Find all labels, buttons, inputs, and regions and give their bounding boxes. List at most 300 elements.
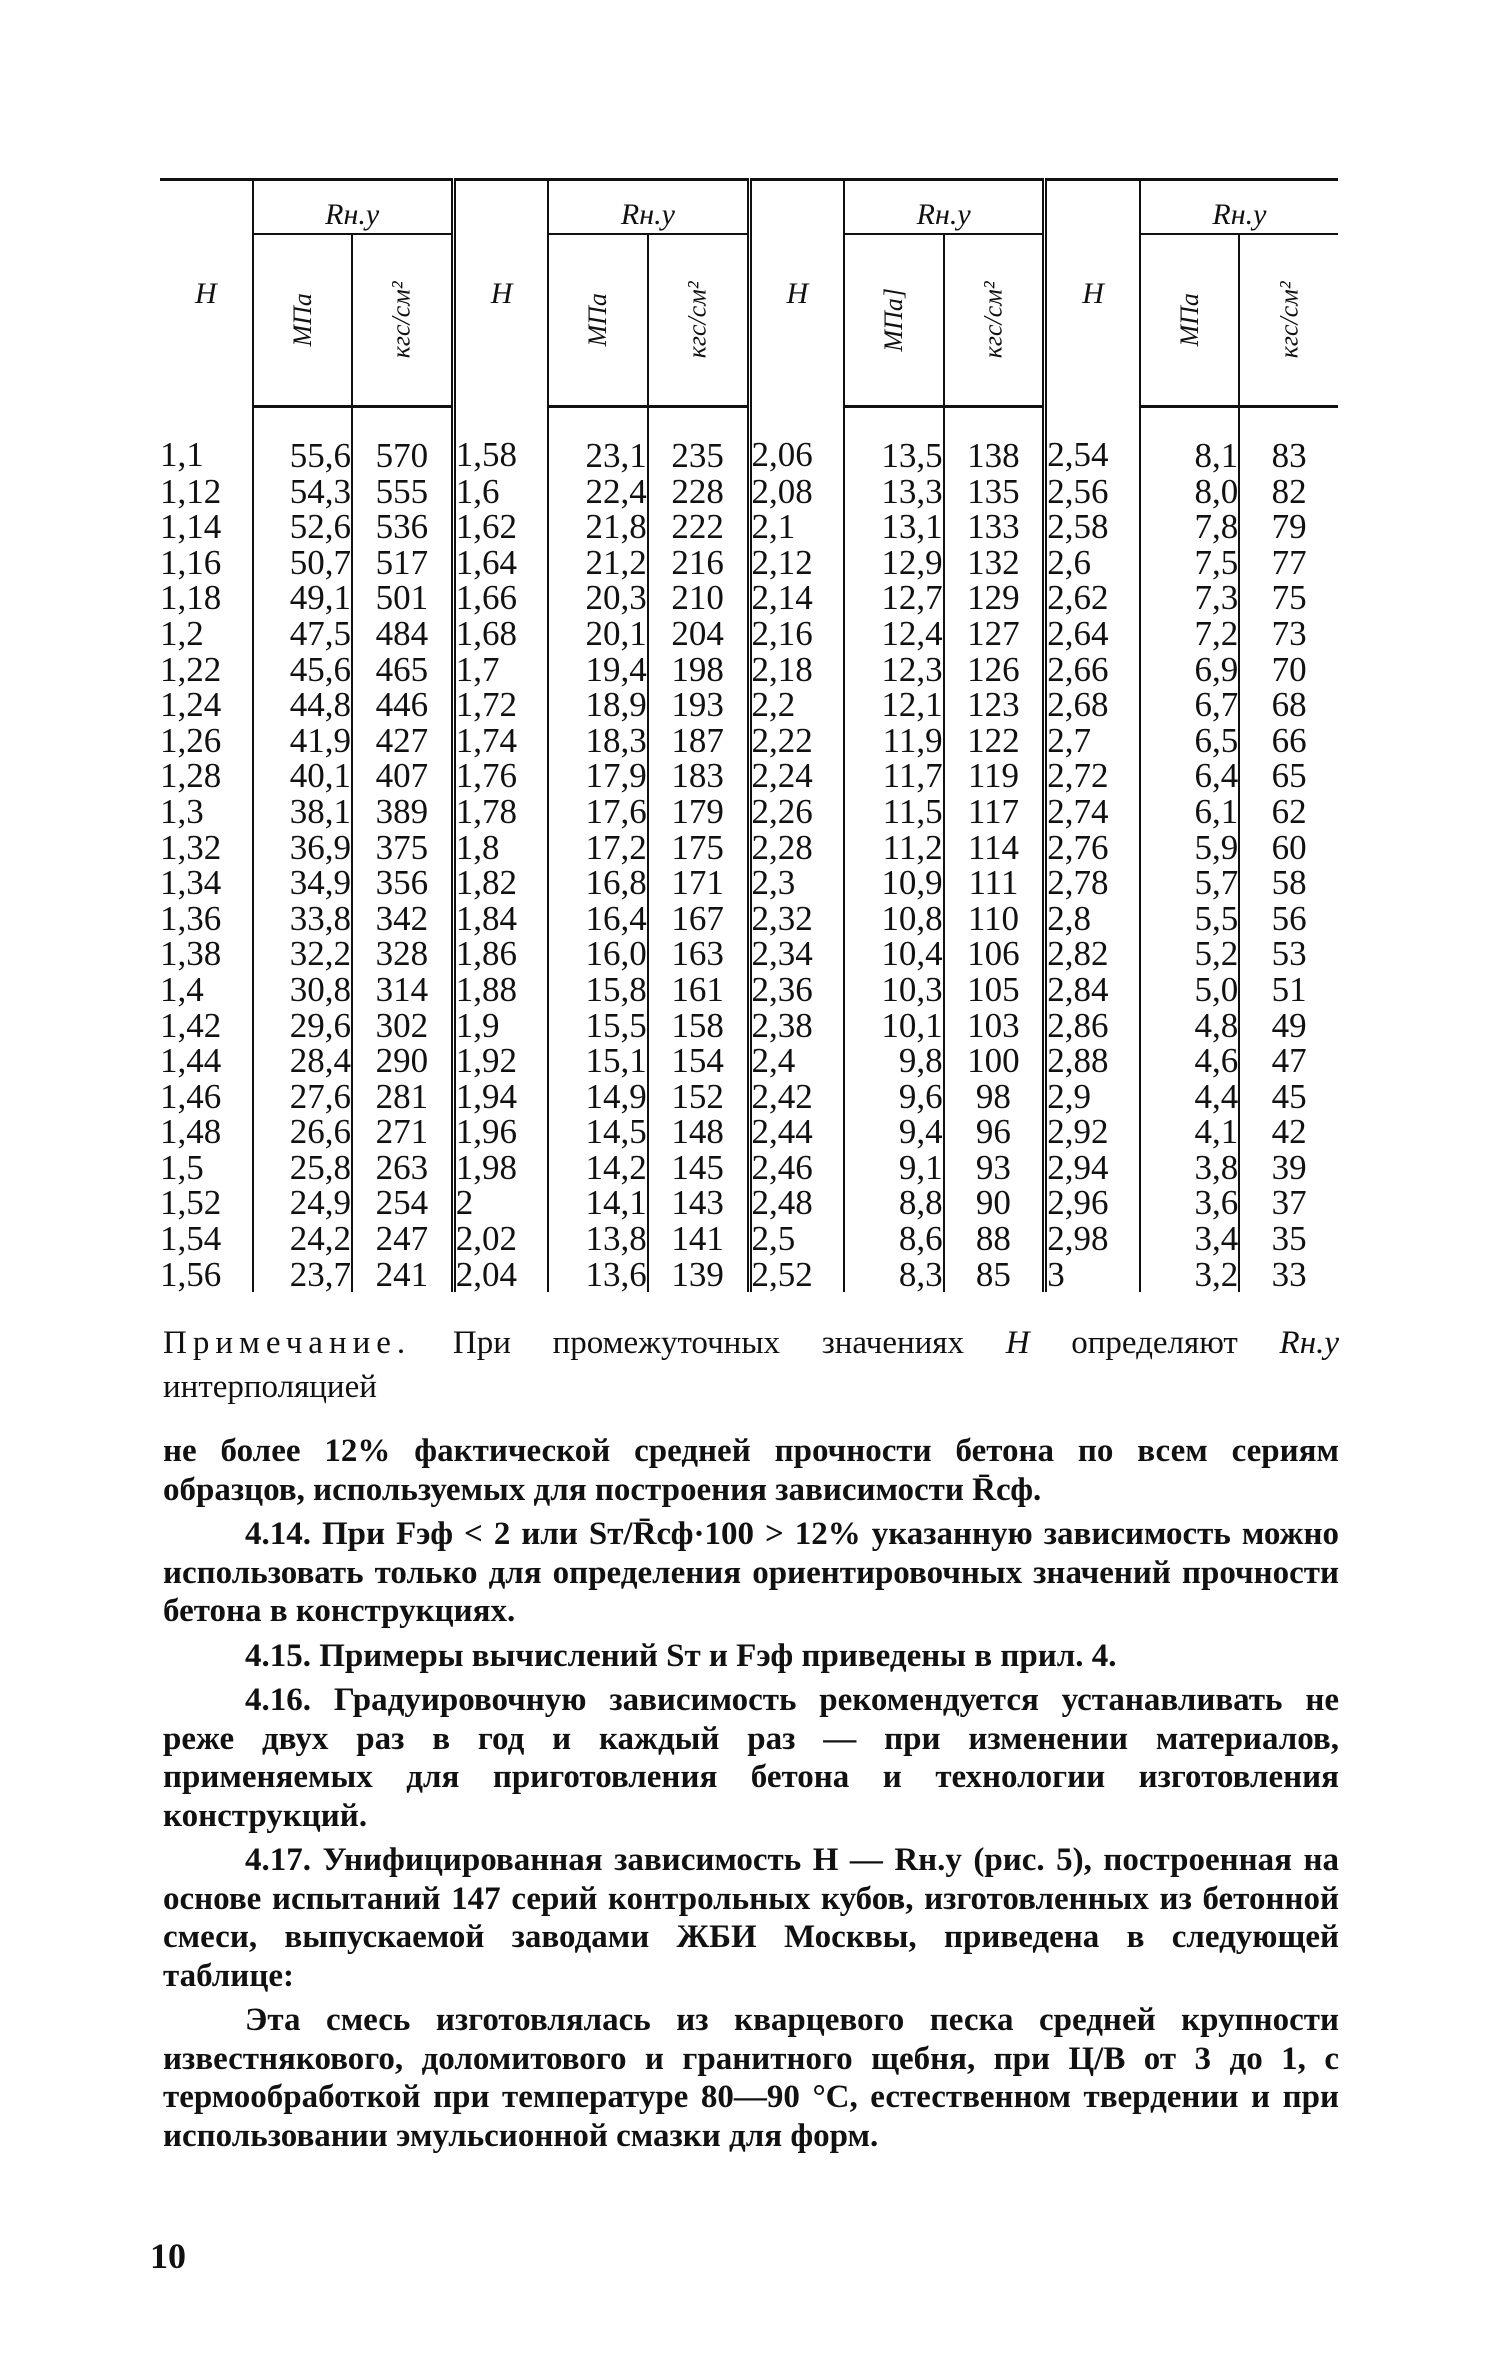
cell-kgs: 56 [1239,901,1338,937]
cell-kgs: 281 [352,1079,453,1115]
cell-h: 2,34 [749,936,844,972]
cell-kgs: 129 [944,580,1045,616]
cell-mpa: 3,6 [1140,1185,1239,1221]
cell-h: 2,84 [1045,972,1140,1008]
cell-kgs: 49 [1239,1008,1338,1044]
cell-h: 2,46 [749,1150,844,1186]
table-row [160,901,1338,937]
cell-kgs: 85 [944,1257,1045,1293]
cell-mpa: 25,8 [253,1150,352,1186]
cell-h: 1,84 [453,901,548,937]
table-row [160,1114,1338,1150]
cell-h: 1,12 [160,471,222,511]
cell-kgs: 171 [648,865,749,901]
cell-h: 2,3 [749,865,844,901]
cell-mpa: 13,1 [844,509,944,545]
cell-h: 2,18 [749,652,844,688]
cell-h: 1,46 [160,1076,222,1116]
cell-mpa: 10,1 [844,1008,944,1044]
unit-header-mpa: МПа [1140,234,1239,407]
cell-h: 1,26 [160,720,222,760]
cell-kgs: 175 [648,830,749,866]
cell-h: 2 [453,1185,548,1221]
cell-kgs: 222 [648,509,749,545]
cell-kgs: 33 [1239,1257,1338,1293]
cell-h: 2,08 [749,474,844,510]
cell-kgs: 235 [648,407,749,474]
cell-mpa: 20,1 [548,616,647,652]
cell-mpa: 7,5 [1140,545,1239,581]
cell-h: 3 [1045,1257,1140,1293]
cell-kgs: 123 [944,687,1045,723]
cell-mpa: 11,7 [844,758,944,794]
cell-kgs: 62 [1239,794,1338,830]
cell-kgs: 39 [1239,1150,1338,1186]
cell-kgs: 47 [1239,1043,1338,1079]
cell-mpa: 28,4 [253,1043,352,1079]
cell-kgs: 138 [944,407,1045,474]
cell-kgs: 114 [944,830,1045,866]
table-row [160,972,1338,1008]
cell-kgs: 96 [944,1114,1045,1150]
cell-kgs: 254 [352,1185,453,1221]
cell-h: 2,02 [453,1221,548,1257]
unit-header-kgs: кгс/см² [648,234,749,407]
cell-h: 2,6 [1045,545,1140,581]
cell-h: 1,96 [453,1114,548,1150]
cell-mpa: 38,1 [253,794,352,830]
cell-h: 2,98 [1045,1221,1140,1257]
cell-mpa: 33,8 [253,901,352,937]
cell-h: 1,4 [160,969,204,1009]
cell-mpa: 13,5 [844,407,944,474]
cell-kgs: 328 [352,936,453,972]
table-row [160,936,1338,972]
cell-kgs: 148 [648,1114,749,1150]
column-header-r: Rн.у [844,180,1045,235]
cell-mpa: 3,2 [1140,1257,1239,1293]
cell-h: 1,32 [160,827,222,867]
cell-h: 1,8 [453,830,548,866]
paragraph-mixture: Эта смесь изготовлялась из кварцевого песка средней крупности известнякового, доломитового и гранитного щебня, при Ц/В от 3 до 1, с термообработкой при температуре 80—90 °С, естественном твердении и при использовании эмульсионной смазки для форм. [163,2002,1339,2154]
cell-mpa: 7,3 [1140,580,1239,616]
cell-mpa: 12,4 [844,616,944,652]
cell-mpa: 8,3 [844,1257,944,1293]
cell-h: 2,82 [1045,936,1140,972]
cell-mpa: 24,2 [253,1221,352,1257]
cell-h: 1,7 [453,652,548,688]
cell-h: 1,52 [160,1183,222,1223]
cell-h: 2,68 [1045,687,1140,723]
table-row [160,580,1338,616]
column-header-h: Н [749,180,844,407]
cell-mpa: 24,9 [253,1185,352,1221]
cell-h: 1,88 [453,972,548,1008]
unit-header-mpa: МПа [253,234,352,407]
column-header-h: Н [453,180,548,407]
cell-h: 1,78 [453,794,548,830]
cell-kgs: 163 [648,936,749,972]
cell-mpa: 23,7 [253,1257,352,1293]
cell-mpa: 10,3 [844,972,944,1008]
cell-h: 1,2 [160,613,204,653]
cell-h: 2,66 [1045,652,1140,688]
column-header-r: Rн.у [253,180,454,235]
cell-kgs: 465 [352,652,453,688]
column-header-h: Н [1045,180,1140,407]
cell-h: 2,7 [1045,723,1140,759]
table-row [160,652,1338,688]
cell-mpa: 49,1 [253,580,352,616]
cell-kgs: 389 [352,794,453,830]
cell-h: 2,42 [749,1079,844,1115]
cell-kgs: 247 [352,1221,453,1257]
cell-h: 1,56 [160,1254,222,1294]
table-row [160,830,1338,866]
cell-mpa: 11,2 [844,830,944,866]
cell-kgs: 302 [352,1008,453,1044]
unit-header-mpa: МПа [548,234,647,407]
cell-h: 2,86 [1045,1008,1140,1044]
cell-h: 1,16 [160,542,222,582]
cell-h: 1,5 [160,1147,204,1187]
cell-mpa: 16,8 [548,865,647,901]
cell-kgs: 110 [944,901,1045,937]
cell-kgs: 161 [648,972,749,1008]
cell-mpa: 4,8 [1140,1008,1239,1044]
cell-h: 1,36 [160,898,222,938]
cell-mpa: 15,8 [548,972,647,1008]
cell-kgs: 45 [1239,1079,1338,1115]
cell-h: 2,14 [749,580,844,616]
cell-mpa: 4,6 [1140,1043,1239,1079]
table-row [160,1185,1338,1221]
table-row [160,509,1338,545]
table-row [160,1008,1338,1044]
unit-header-kgs: кгс/см² [1239,234,1338,407]
cell-mpa: 10,9 [844,865,944,901]
cell-h: 2,52 [749,1257,844,1293]
cell-kgs: 65 [1239,758,1338,794]
cell-h: 2,58 [1045,509,1140,545]
table-row [160,723,1338,759]
cell-mpa: 55,6 [253,407,352,474]
unit-header-kgs: кгс/см² [352,234,453,407]
cell-mpa: 18,3 [548,723,647,759]
cell-kgs: 145 [648,1150,749,1186]
paragraph-4-15: 4.15. Примеры вычислений Sт и Fэф приведены в прил. 4. [245,1637,1117,1674]
cell-kgs: 228 [648,474,749,510]
cell-mpa: 21,8 [548,509,647,545]
cell-h: 2,54 [1045,407,1140,474]
cell-kgs: 407 [352,758,453,794]
cell-kgs: 98 [944,1079,1045,1115]
cell-h: 1,28 [160,756,222,796]
cell-mpa: 12,3 [844,652,944,688]
paragraph-4-17: 4.17. Унифицированная зависимость Н — Rн.у (рис. 5), построенная на основе испытаний 147 серий контрольных кубов, изготовленных из бетонной смеси, выпускаемой заводами ЖБИ Москвы, приведена в следующей таблице: [163,1842,1339,1994]
cell-h: 2,12 [749,545,844,581]
cell-h: 2,88 [1045,1043,1140,1079]
cell-h: 2,9 [1045,1079,1140,1115]
cell-h: 2,56 [1045,474,1140,510]
cell-kgs: 51 [1239,972,1338,1008]
cell-mpa: 9,6 [844,1079,944,1115]
cell-h: 1,82 [453,865,548,901]
cell-h: 1,62 [453,509,548,545]
cell-kgs: 570 [352,407,453,474]
cell-h: 1,34 [160,863,222,903]
column-header-h: Н [160,180,253,407]
cell-kgs: 73 [1239,616,1338,652]
cell-mpa: 6,5 [1140,723,1239,759]
cell-kgs: 216 [648,545,749,581]
table-row [160,794,1338,830]
cell-kgs: 446 [352,687,453,723]
cell-mpa: 13,6 [548,1257,647,1293]
cell-mpa: 36,9 [253,830,352,866]
cell-mpa: 12,1 [844,687,944,723]
cell-mpa: 16,0 [548,936,647,972]
cell-kgs: 106 [944,936,1045,972]
note-h: Н [1005,1325,1030,1361]
cell-mpa: 7,8 [1140,509,1239,545]
table-row [160,474,1338,510]
table-row [160,687,1338,723]
cell-mpa: 4,4 [1140,1079,1239,1115]
table-row [160,865,1338,901]
cell-mpa: 32,2 [253,936,352,972]
cell-kgs: 536 [352,509,453,545]
cell-kgs: 133 [944,509,1045,545]
cell-kgs: 122 [944,723,1045,759]
table-row [160,407,1338,474]
cell-mpa: 7,2 [1140,616,1239,652]
body-text [163,1432,1339,2161]
cell-kgs: 90 [944,1185,1045,1221]
table-row [160,1150,1338,1186]
cell-h: 1,18 [160,578,222,618]
cell-h: 2,36 [749,972,844,1008]
table-header-row [160,180,1338,235]
cell-kgs: 356 [352,865,453,901]
column-header-r: Rн.у [548,180,749,235]
cell-mpa: 14,1 [548,1185,647,1221]
cell-mpa: 10,8 [844,901,944,937]
table-row [160,1257,1338,1293]
cell-h: 1,1 [160,435,204,475]
paragraph-4-14: 4.14. При Fэф < 2 или Sт/R̄сф·100 > 12% указанную зависимость можно использовать только для определения ориентировочных значений прочности бетона в конструкциях. [163,1516,1339,1629]
cell-mpa: 5,0 [1140,972,1239,1008]
table-row [160,1079,1338,1115]
cell-kgs: 70 [1239,652,1338,688]
cell-mpa: 34,9 [253,865,352,901]
cell-kgs: 58 [1239,865,1338,901]
cell-kgs: 427 [352,723,453,759]
cell-mpa: 5,5 [1140,901,1239,937]
cell-h: 1,76 [453,758,548,794]
strength-table [160,178,1338,1292]
cell-h: 2,8 [1045,901,1140,937]
cell-kgs: 154 [648,1043,749,1079]
cell-mpa: 20,3 [548,580,647,616]
cell-kgs: 132 [944,545,1045,581]
cell-kgs: 290 [352,1043,453,1079]
cell-kgs: 158 [648,1008,749,1044]
cell-kgs: 105 [944,972,1045,1008]
cell-kgs: 66 [1239,723,1338,759]
cell-mpa: 17,2 [548,830,647,866]
cell-mpa: 14,5 [548,1114,647,1150]
cell-mpa: 50,7 [253,545,352,581]
cell-h: 1,48 [160,1112,222,1152]
cell-mpa: 9,8 [844,1043,944,1079]
cell-h: 1,44 [160,1041,222,1081]
cell-h: 1,22 [160,649,222,689]
paragraph-4-16: 4.16. Градуировочную зависимость рекомендуется устанавливать не реже двух раз в год и каждый раз — при изменении материалов, применяемых для приготовления бетона и технологии изготовления конструкций. [163,1682,1339,1834]
cell-h: 1,64 [453,545,548,581]
cell-mpa: 14,2 [548,1150,647,1186]
cell-kgs: 141 [648,1221,749,1257]
cell-kgs: 83 [1239,407,1338,474]
cell-mpa: 12,9 [844,545,944,581]
page-number: 10 [150,2236,186,2276]
cell-mpa: 8,8 [844,1185,944,1221]
cell-kgs: 79 [1239,509,1338,545]
cell-mpa: 4,1 [1140,1114,1239,1150]
cell-kgs: 271 [352,1114,453,1150]
cell-mpa: 3,8 [1140,1150,1239,1186]
cell-h: 2,06 [749,407,844,474]
cell-kgs: 517 [352,545,453,581]
cell-kgs: 75 [1239,580,1338,616]
cell-mpa: 52,6 [253,509,352,545]
cell-mpa: 22,4 [548,474,647,510]
cell-h: 1,86 [453,936,548,972]
cell-kgs: 68 [1239,687,1338,723]
cell-mpa: 15,5 [548,1008,647,1044]
cell-kgs: 263 [352,1150,453,1186]
cell-kgs: 42 [1239,1114,1338,1150]
cell-h: 1,94 [453,1079,548,1115]
cell-h: 1,98 [453,1150,548,1186]
cell-h: 2,04 [453,1257,548,1293]
cell-h: 2,4 [749,1043,844,1079]
cell-mpa: 27,6 [253,1079,352,1115]
cell-h: 2,16 [749,616,844,652]
cell-kgs: 210 [648,580,749,616]
cell-h: 2,64 [1045,616,1140,652]
cell-h: 1,9 [453,1008,548,1044]
cell-h: 2,22 [749,723,844,759]
cell-h: 1,38 [160,934,222,974]
cell-h: 2,72 [1045,758,1140,794]
cell-mpa: 13,3 [844,474,944,510]
cell-mpa: 11,5 [844,794,944,830]
cell-mpa: 26,6 [253,1114,352,1150]
cell-mpa: 21,2 [548,545,647,581]
cell-mpa: 23,1 [548,407,647,474]
cell-h: 2,94 [1045,1150,1140,1186]
cell-kgs: 204 [648,616,749,652]
cell-kgs: 60 [1239,830,1338,866]
paragraph: не более 12% фактической средней прочности бетона по всем сериям образцов, используемых для построения зависимости R̄сф. [163,1433,1339,1508]
cell-mpa: 41,9 [253,723,352,759]
cell-kgs: 187 [648,723,749,759]
cell-mpa: 40,1 [253,758,352,794]
cell-kgs: 103 [944,1008,1045,1044]
unit-header-mpa: МПа] [844,234,944,407]
cell-mpa: 19,4 [548,652,647,688]
cell-h: 2,38 [749,1008,844,1044]
cell-h: 2,76 [1045,830,1140,866]
table-row [160,545,1338,581]
cell-kgs: 82 [1239,474,1338,510]
cell-h: 2,26 [749,794,844,830]
note-r: Rн.у [1279,1325,1339,1361]
cell-mpa: 16,4 [548,901,647,937]
cell-mpa: 15,1 [548,1043,647,1079]
cell-mpa: 5,7 [1140,865,1239,901]
cell-mpa: 14,9 [548,1079,647,1115]
table-note [163,1321,1339,1409]
cell-h: 1,24 [160,685,222,725]
cell-kgs: 484 [352,616,453,652]
unit-header-kgs: кгс/см² [944,234,1045,407]
cell-h: 2,78 [1045,865,1140,901]
cell-mpa: 8,6 [844,1221,944,1257]
cell-mpa: 11,9 [844,723,944,759]
cell-mpa: 6,7 [1140,687,1239,723]
cell-kgs: 179 [648,794,749,830]
cell-mpa: 13,8 [548,1221,647,1257]
cell-mpa: 18,9 [548,687,647,723]
cell-kgs: 126 [944,652,1045,688]
cell-kgs: 135 [944,474,1045,510]
cell-kgs: 555 [352,474,453,510]
cell-h: 2,32 [749,901,844,937]
cell-kgs: 77 [1239,545,1338,581]
cell-kgs: 241 [352,1257,453,1293]
cell-kgs: 342 [352,901,453,937]
cell-kgs: 37 [1239,1185,1338,1221]
cell-kgs: 183 [648,758,749,794]
cell-h: 1,92 [453,1043,548,1079]
cell-h: 1,42 [160,1005,222,1045]
cell-kgs: 100 [944,1043,1045,1079]
table-row [160,616,1338,652]
cell-mpa: 45,6 [253,652,352,688]
cell-h: 1,58 [453,407,548,474]
cell-h: 2,28 [749,830,844,866]
cell-kgs: 119 [944,758,1045,794]
cell-mpa: 10,4 [844,936,944,972]
cell-kgs: 53 [1239,936,1338,972]
cell-kgs: 152 [648,1079,749,1115]
cell-kgs: 117 [944,794,1045,830]
cell-mpa: 54,3 [253,474,352,510]
cell-h: 2,62 [1045,580,1140,616]
cell-kgs: 167 [648,901,749,937]
note-text-3: интерполяцией [163,1369,377,1405]
note-label: Примечание. [163,1325,412,1361]
cell-mpa: 17,9 [548,758,647,794]
cell-kgs: 88 [944,1221,1045,1257]
cell-mpa: 8,0 [1140,474,1239,510]
cell-mpa: 44,8 [253,687,352,723]
cell-kgs: 375 [352,830,453,866]
table-row [160,1221,1338,1257]
column-header-r: Rн.у [1140,180,1338,235]
